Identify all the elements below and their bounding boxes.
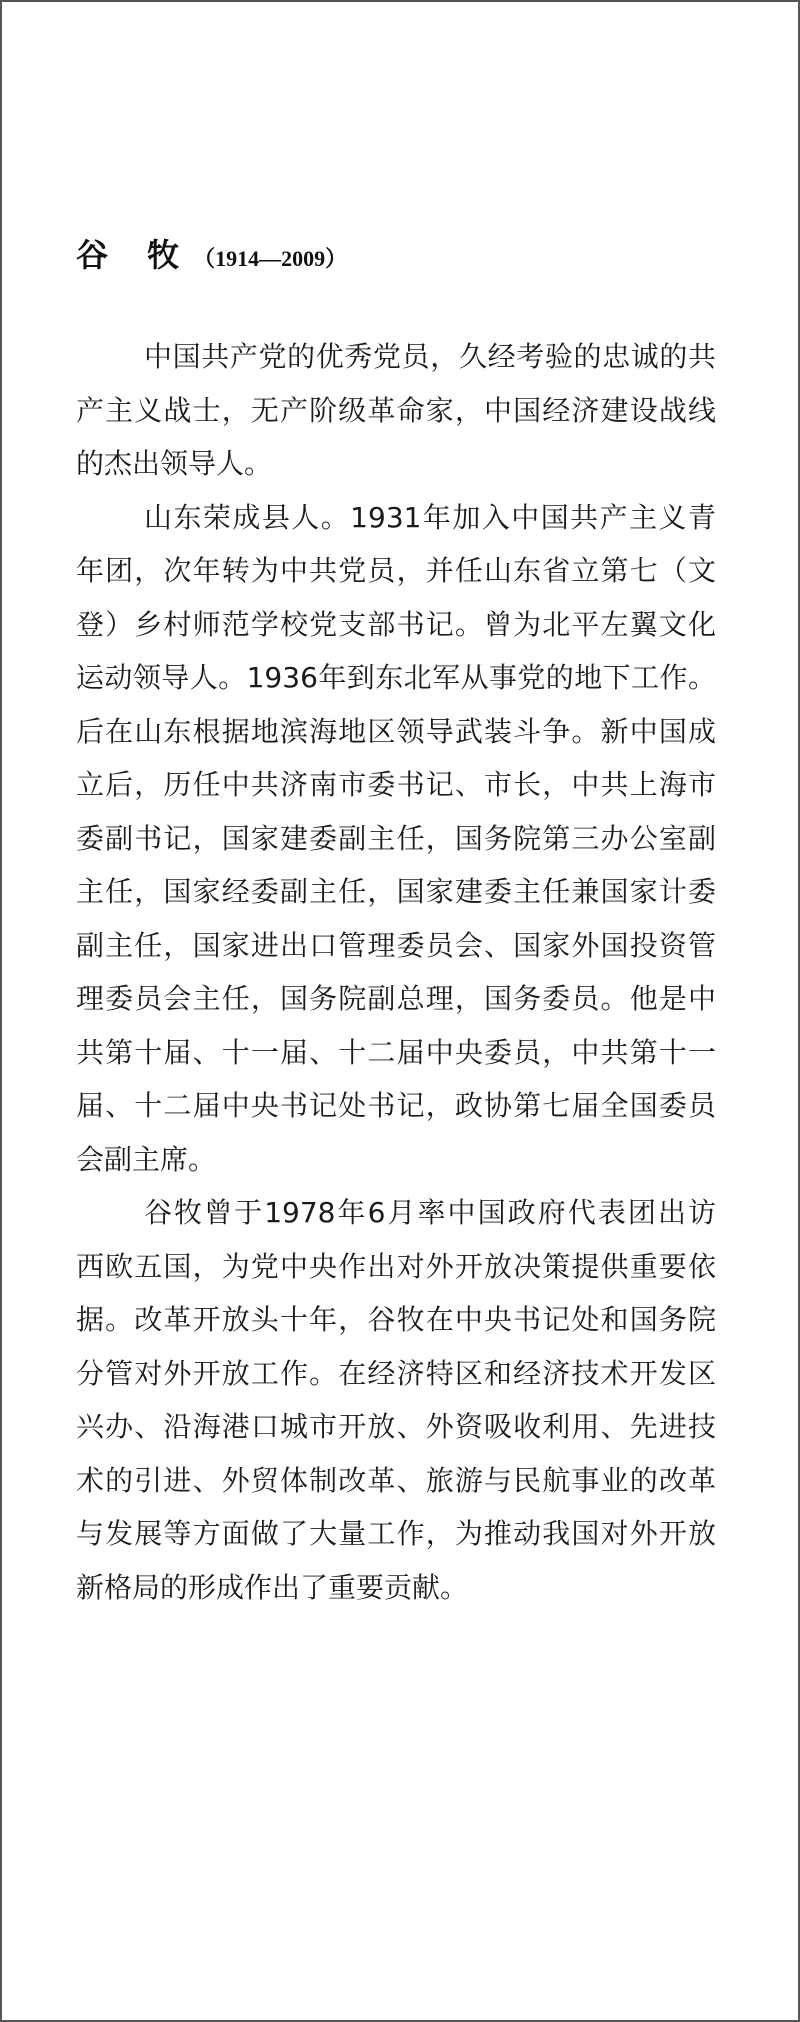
text-line: 理委员会主任，国务院副总理，国务委员。他是中	[76, 982, 716, 1015]
text-line: 年团，次年转为中共党员，并任山东省立第七（文	[76, 554, 716, 587]
biography-body	[76, 330, 716, 1614]
text-line: 分管对外开放工作。在经济特区和经济技术开发区	[76, 1356, 716, 1390]
text-line: 新格局的形成作出了重要贡献。	[76, 1570, 469, 1604]
text-line: 立后，历任中共济南市委书记、市长，中共上海市	[76, 768, 716, 801]
person-name: 谷 牧	[76, 236, 194, 274]
text-line: 运动领导人。1936年到东北军从事党的地下工作。	[76, 661, 716, 694]
paragraph-reform	[76, 1186, 716, 1614]
text-line: 中国共产党的优秀党员，久经考验的忠诚的共	[144, 340, 716, 373]
life-dates: （1914—2009）	[193, 246, 348, 271]
text-line: 产主义战士，无产阶级革命家，中国经济建设战线	[76, 393, 716, 427]
text-line: 术的引进、外贸体制改革、旅游与民航事业的改革	[76, 1463, 716, 1497]
text-line: 谷牧曾于1978年6月率中国政府代表团出访	[144, 1196, 716, 1229]
text-line: 届、十二届中央书记处书记，政协第七届全国委员	[76, 1089, 716, 1122]
text-line: 副主任，国家进出口管理委员会、国家外国投资管	[76, 928, 716, 962]
text-line: 委副书记，国家建委副主任，国务院第三办公室副	[76, 821, 716, 855]
text-line: 登）乡村师范学校党支部书记。曾为北平左翼文化	[76, 607, 716, 641]
text-line: 会副主席。	[76, 1142, 217, 1176]
text-line: 山东荣成县人。1931年加入中国共产主义青	[144, 500, 716, 534]
paragraph-career	[76, 491, 716, 1187]
text-line: 共第十届、十一届、十二届中央委员，中共第十一	[76, 1035, 716, 1069]
text-line: 据。改革开放头十年，谷牧在中央书记处和国务院	[76, 1303, 716, 1336]
paragraph-intro	[76, 330, 716, 491]
text-line: 与发展等方面做了大量工作，为推动我国对外开放	[76, 1517, 716, 1550]
biography-heading	[76, 230, 347, 276]
text-line: 后在山东根据地滨海地区领导武装斗争。新中国成	[76, 714, 716, 748]
text-line: 西欧五国，为党中央作出对外开放决策提供重要依	[76, 1249, 716, 1283]
text-line: 的杰出领导人。	[76, 447, 273, 480]
text-line: 兴办、沿海港口城市开放、外资吸收利用、先进技	[76, 1410, 716, 1443]
text-line: 主任，国家经委副主任，国家建委主任兼国家计委	[76, 875, 716, 908]
